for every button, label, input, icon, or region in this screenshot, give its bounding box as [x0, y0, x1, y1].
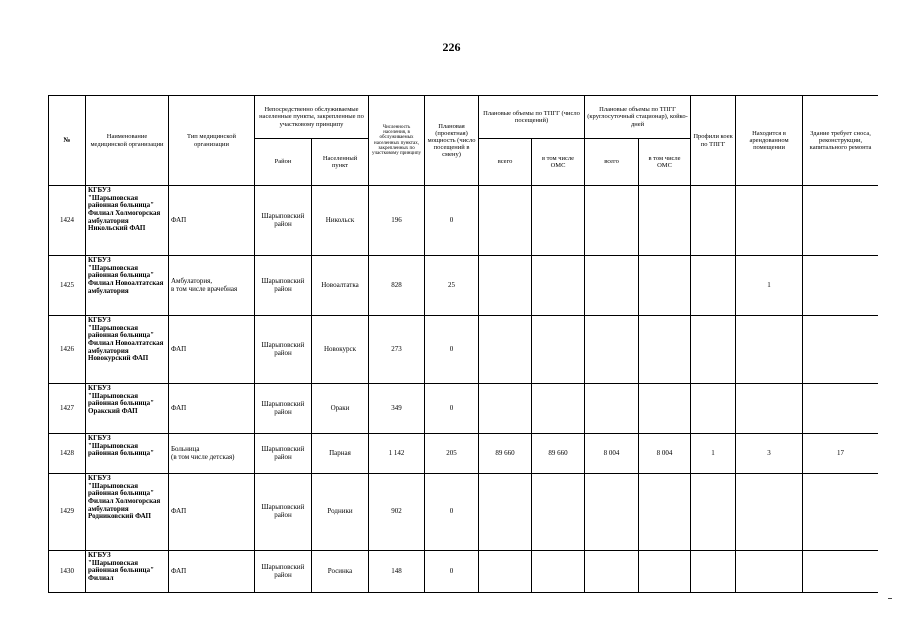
row-visits-total: [479, 186, 532, 256]
table-row: [49, 474, 879, 551]
header-tpgg-beds: Плановые объемы по ТПГГ (круглосуточный стационар), койко-дней: [585, 96, 691, 139]
row-organization-type: ФАП: [169, 186, 255, 256]
header-type: Тип медицинской организации: [169, 96, 255, 186]
table-row: [49, 256, 879, 316]
row-beds-total: [585, 551, 639, 593]
header-visits-oms: в том числе ОМС: [532, 139, 585, 186]
header-beds-oms: в том числе ОМС: [639, 139, 691, 186]
row-repair: [803, 551, 878, 593]
row-beds-total: [585, 186, 639, 256]
row-profiles: [691, 316, 736, 384]
row-rented: 3: [736, 434, 803, 474]
row-capacity: 0: [425, 186, 479, 256]
row-repair: [803, 256, 878, 316]
row-settlement: Новоалтатка: [312, 256, 369, 316]
row-settlement: Новокурск: [312, 316, 369, 384]
row-capacity: 0: [425, 384, 479, 434]
row-beds-oms: [639, 551, 691, 593]
row-beds-total: [585, 256, 639, 316]
header-population: Численность населения, в обслуживаемых населенных пунктах, закрепленных по участковому принципу: [369, 96, 425, 186]
header-beds-total: всего: [585, 139, 639, 186]
row-district: Шарыповский район: [255, 186, 312, 256]
header-profiles: Профили коек по ТПГГ: [691, 96, 736, 186]
row-visits-oms: [532, 316, 585, 384]
row-profiles: [691, 551, 736, 593]
header-rented: Находится в арендованном помещении: [736, 96, 803, 186]
row-num: 1426: [49, 316, 86, 384]
row-organization-name: КГБУЗ "Шарыповская районная больница" Филиал Холмогорская амбулатория Родниковский ФАП: [86, 474, 169, 551]
row-settlement: Родники: [312, 474, 369, 551]
row-visits-total: 89 660: [479, 434, 532, 474]
row-organization-name: КГБУЗ "Шарыповская районная больница": [86, 434, 169, 474]
row-visits-total: [479, 256, 532, 316]
row-organization-type: Амбулатория, в том числе врачебная: [169, 256, 255, 316]
row-profiles: [691, 186, 736, 256]
row-num: 1427: [49, 384, 86, 434]
row-repair: 17: [803, 434, 878, 474]
row-organization-type: Больница (в том числе детская): [169, 434, 255, 474]
row-beds-total: [585, 474, 639, 551]
row-district: Шарыповский район: [255, 256, 312, 316]
row-settlement: Ораки: [312, 384, 369, 434]
header-direct-group: Непосредственно обслуживаемые населенные пункты, закрепленные по участковому принципу: [255, 96, 369, 139]
row-organization-type: ФАП: [169, 551, 255, 593]
row-capacity: 0: [425, 316, 479, 384]
row-organization-type: ФАП: [169, 316, 255, 384]
row-capacity: 0: [425, 474, 479, 551]
row-profiles: 1: [691, 434, 736, 474]
row-organization-name: КГБУЗ "Шарыповская районная больница" Филиал Холмогорская амбулатория Никольский ФАП: [86, 186, 169, 256]
header-tpgg-visits: Плановые объемы по ТПГГ (число посещений): [479, 96, 585, 139]
row-beds-oms: [639, 316, 691, 384]
row-population: 902: [369, 474, 425, 551]
row-visits-total: [479, 551, 532, 593]
row-repair: [803, 316, 878, 384]
row-district: Шарыповский район: [255, 316, 312, 384]
row-capacity: 205: [425, 434, 479, 474]
row-beds-oms: [639, 474, 691, 551]
row-population: 1 142: [369, 434, 425, 474]
header-name: Наименование медицинской организации: [86, 96, 169, 186]
row-capacity: 25: [425, 256, 479, 316]
row-rented: [736, 316, 803, 384]
header-district: Район: [255, 139, 312, 186]
row-organization-name: КГБУЗ "Шарыповская районная больница" Филиал Новоалтатская амбулатория: [86, 256, 169, 316]
row-population: 196: [369, 186, 425, 256]
row-capacity: 0: [425, 551, 479, 593]
row-organization-name: КГБУЗ "Шарыповская районная больница" Филиал: [86, 551, 169, 593]
header-repair: Здание требует сноса, реконструкции, капитального ремонта: [803, 96, 878, 186]
row-rented: [736, 474, 803, 551]
row-beds-oms: [639, 186, 691, 256]
row-beds-total: [585, 316, 639, 384]
row-organization-type: ФАП: [169, 384, 255, 434]
row-rented: [736, 186, 803, 256]
row-repair: [803, 474, 878, 551]
row-num: 1424: [49, 186, 86, 256]
row-beds-total: 8 004: [585, 434, 639, 474]
row-beds-oms: [639, 256, 691, 316]
scan-mark: [888, 598, 892, 599]
header-capacity: Плановая (проектная) мощность (число посещений в смену): [425, 96, 479, 186]
row-rented: 1: [736, 256, 803, 316]
row-beds-oms: [639, 384, 691, 434]
row-beds-total: [585, 384, 639, 434]
header-visits-total: всего: [479, 139, 532, 186]
table-row: [49, 186, 879, 256]
table-row: [49, 551, 879, 593]
row-rented: [736, 551, 803, 593]
row-visits-total: [479, 474, 532, 551]
row-population: 273: [369, 316, 425, 384]
row-visits-total: [479, 384, 532, 434]
row-num: 1429: [49, 474, 86, 551]
row-settlement: Росинка: [312, 551, 369, 593]
row-district: Шарыповский район: [255, 434, 312, 474]
row-visits-oms: [532, 384, 585, 434]
header-settlement: Населенный пункт: [312, 139, 369, 186]
row-organization-name: КГБУЗ "Шарыповская районная больница" Филиал Новоалтатская амбулатория Новокурский ФАП: [86, 316, 169, 384]
medical-organizations-table: [48, 95, 878, 593]
row-population: 828: [369, 256, 425, 316]
row-profiles: [691, 256, 736, 316]
table-container: [48, 95, 878, 595]
row-population: 349: [369, 384, 425, 434]
header-num: №: [49, 96, 86, 186]
row-num: 1428: [49, 434, 86, 474]
table-row: [49, 316, 879, 384]
row-settlement: Никольск: [312, 186, 369, 256]
row-organization-name: КГБУЗ "Шарыповская районная больница" Оракский ФАП: [86, 384, 169, 434]
row-visits-total: [479, 316, 532, 384]
row-repair: [803, 384, 878, 434]
row-district: Шарыповский район: [255, 384, 312, 434]
row-rented: [736, 384, 803, 434]
row-profiles: [691, 474, 736, 551]
row-visits-oms: [532, 256, 585, 316]
row-visits-oms: 89 660: [532, 434, 585, 474]
row-settlement: Парная: [312, 434, 369, 474]
row-population: 148: [369, 551, 425, 593]
row-num: 1430: [49, 551, 86, 593]
table-row: [49, 434, 879, 474]
row-district: Шарыповский район: [255, 474, 312, 551]
row-beds-oms: 8 004: [639, 434, 691, 474]
row-visits-oms: [532, 551, 585, 593]
row-visits-oms: [532, 474, 585, 551]
row-district: Шарыповский район: [255, 551, 312, 593]
page-number: 226: [442, 40, 461, 54]
row-profiles: [691, 384, 736, 434]
row-organization-type: ФАП: [169, 474, 255, 551]
table-row: [49, 384, 879, 434]
row-repair: [803, 186, 878, 256]
row-num: 1425: [49, 256, 86, 316]
row-visits-oms: [532, 186, 585, 256]
